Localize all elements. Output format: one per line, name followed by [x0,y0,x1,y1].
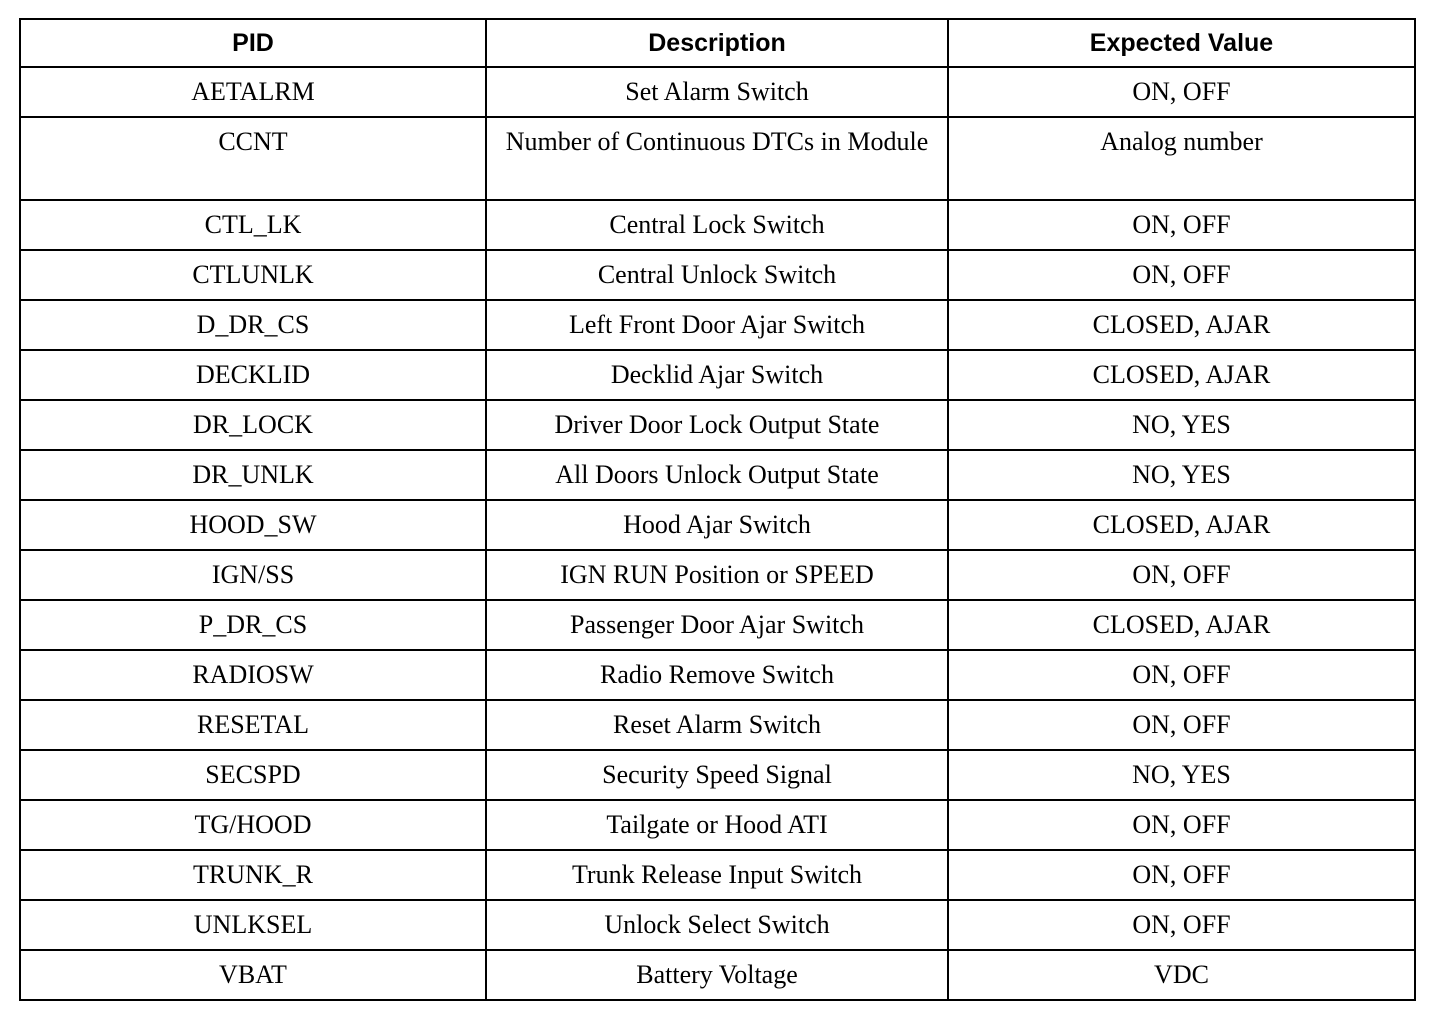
cell-expected-value: ON, OFF [948,250,1415,300]
cell-pid: TRUNK_R [20,850,486,900]
table-header-row [20,19,1415,67]
table-row [20,950,1415,1000]
table-body [20,67,1415,1000]
cell-description: Left Front Door Ajar Switch [486,300,948,350]
cell-description: Central Unlock Switch [486,250,948,300]
cell-description: Number of Continuous DTCs in Module [486,117,948,200]
table-row [20,800,1415,850]
cell-description: Reset Alarm Switch [486,700,948,750]
table-row [20,650,1415,700]
header-expected-value: Expected Value [948,19,1415,67]
header-pid: PID [20,19,486,67]
table-row [20,67,1415,117]
cell-pid: CTLUNLK [20,250,486,300]
cell-pid: UNLKSEL [20,900,486,950]
table-row [20,900,1415,950]
cell-expected-value: ON, OFF [948,67,1415,117]
cell-description: Decklid Ajar Switch [486,350,948,400]
table-row [20,850,1415,900]
table-row [20,600,1415,650]
cell-description: Hood Ajar Switch [486,500,948,550]
cell-expected-value: CLOSED, AJAR [948,600,1415,650]
cell-pid: HOOD_SW [20,500,486,550]
cell-description: Security Speed Signal [486,750,948,800]
cell-description: Passenger Door Ajar Switch [486,600,948,650]
cell-description: Central Lock Switch [486,200,948,250]
cell-description: Driver Door Lock Output State [486,400,948,450]
cell-pid: RADIOSW [20,650,486,700]
cell-pid: P_DR_CS [20,600,486,650]
table-row [20,700,1415,750]
table-row [20,400,1415,450]
cell-pid: D_DR_CS [20,300,486,350]
cell-expected-value: Analog number [948,117,1415,200]
cell-pid: AETALRM [20,67,486,117]
cell-expected-value: ON, OFF [948,850,1415,900]
table-row [20,750,1415,800]
cell-pid: SECSPD [20,750,486,800]
cell-expected-value: VDC [948,950,1415,1000]
cell-pid: VBAT [20,950,486,1000]
cell-expected-value: ON, OFF [948,700,1415,750]
cell-description: Set Alarm Switch [486,67,948,117]
cell-expected-value: CLOSED, AJAR [948,300,1415,350]
cell-expected-value: NO, YES [948,750,1415,800]
cell-expected-value: ON, OFF [948,800,1415,850]
header-description: Description [486,19,948,67]
table-row [20,500,1415,550]
cell-pid: IGN/SS [20,550,486,600]
cell-expected-value: NO, YES [948,400,1415,450]
cell-expected-value: ON, OFF [948,900,1415,950]
cell-expected-value: ON, OFF [948,200,1415,250]
cell-pid: CCNT [20,117,486,200]
table-row [20,250,1415,300]
table-row [20,200,1415,250]
table-row [20,300,1415,350]
cell-expected-value: ON, OFF [948,550,1415,600]
cell-expected-value: ON, OFF [948,650,1415,700]
cell-pid: DR_LOCK [20,400,486,450]
cell-description: Trunk Release Input Switch [486,850,948,900]
cell-description: Tailgate or Hood ATI [486,800,948,850]
cell-description: All Doors Unlock Output State [486,450,948,500]
table-row [20,450,1415,500]
pid-table [19,18,1416,1001]
cell-description: IGN RUN Position or SPEED [486,550,948,600]
cell-description: Battery Voltage [486,950,948,1000]
cell-expected-value: CLOSED, AJAR [948,500,1415,550]
cell-expected-value: CLOSED, AJAR [948,350,1415,400]
cell-pid: TG/HOOD [20,800,486,850]
cell-expected-value: NO, YES [948,450,1415,500]
cell-pid: CTL_LK [20,200,486,250]
table-row [20,117,1415,200]
cell-pid: DR_UNLK [20,450,486,500]
cell-pid: DECKLID [20,350,486,400]
table-row [20,350,1415,400]
cell-description: Unlock Select Switch [486,900,948,950]
cell-pid: RESETAL [20,700,486,750]
table-row [20,550,1415,600]
cell-description: Radio Remove Switch [486,650,948,700]
